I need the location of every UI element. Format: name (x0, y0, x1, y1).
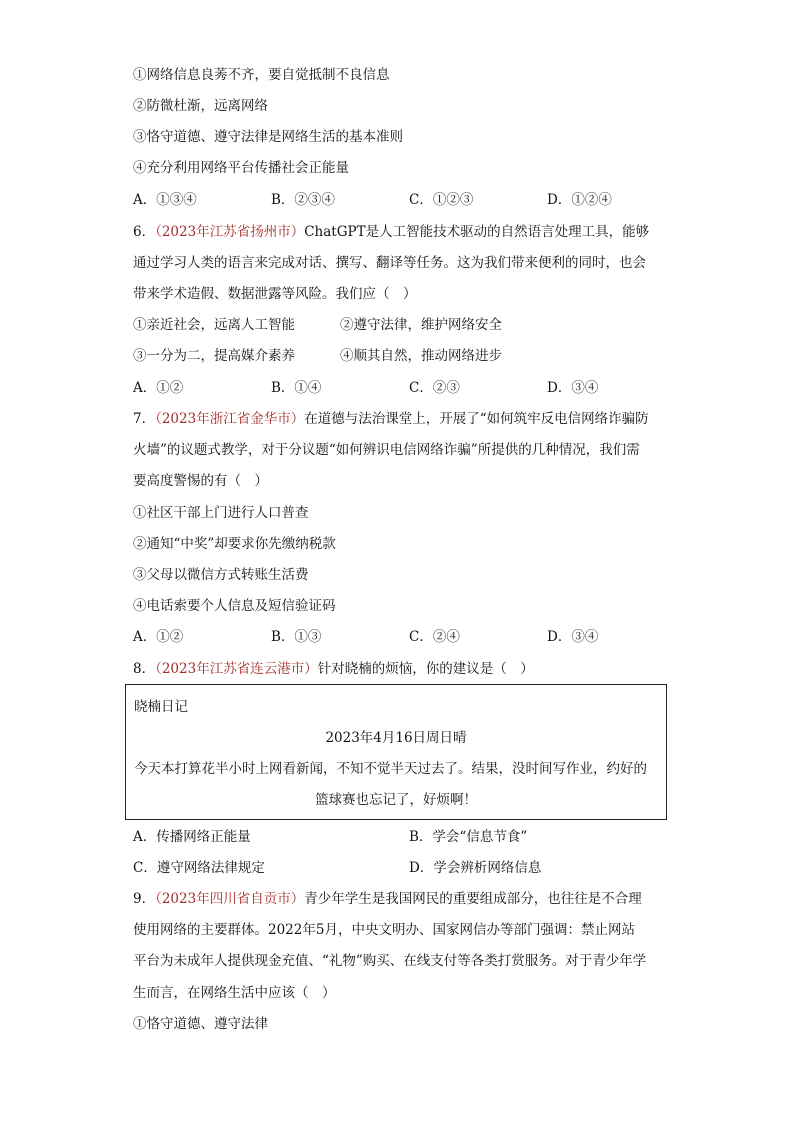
question-text: 在道德与法治课堂上，开展了“如何筑牢反电信网络诈骗防 (304, 411, 649, 427)
q6-option-b: B．①④ (271, 380, 322, 396)
question-source: （2023年江苏省扬州市） (155, 224, 305, 240)
diary-title: 晓楠日记 (134, 699, 188, 715)
question-text: 青少年学生是我国网民的重要组成部分，也往往是不合理 (304, 891, 642, 907)
q6-option-c: C．②③ (409, 380, 460, 396)
q7-stem-line-2: 火墙”的议题式教学，对于分议题“如何辨识电信网络诈骗”所提供的几种情况，我们需 (133, 442, 640, 458)
q7-item-4: ④电话索要个人信息及短信验证码 (133, 598, 336, 614)
q7-item-3: ③父母以微信方式转账生活费 (133, 567, 309, 583)
q5-option-c: C．①②③ (409, 192, 474, 208)
q7-option-d: D．③④ (547, 629, 599, 645)
question-number: 7． (133, 411, 156, 427)
question-text: ChatGPT是人工智能技术驱动的自然语言处理工具，能够 (304, 224, 650, 240)
diary-line-1: 今天本打算花半小时上网看新闻，不知不觉半天过去了。结果，没时间写作业，约好的 (134, 761, 647, 777)
q6-item-4: ④顺其自然，推动网络进步 (340, 348, 502, 364)
q9-stem-line-1 (133, 889, 642, 909)
q7-option-b: B．①③ (271, 629, 322, 645)
q8-option-a: A．传播网络正能量 (133, 829, 251, 845)
q9-stem-line-3: 平台为未成年人提供现金充值、“礼物”购买、在线支付等各类打赏服务。对于青少年学 (133, 953, 647, 969)
q6-item-3: ③一分为二，提高媒介素养 (133, 348, 295, 364)
q5-item-1: ①网络信息良莠不齐，要自觉抵制不良信息 (133, 67, 390, 83)
question-source: （2023年浙江省金华市） (155, 411, 305, 427)
question-source: （2023年四川省自贡市） (155, 891, 305, 907)
q8-option-c: C．遵守网络法律规定 (133, 860, 265, 876)
diary-date: 2023年4月16日周日晴 (325, 730, 467, 746)
q6-item-1: ①亲近社会，远离人工智能 (133, 317, 295, 333)
q7-stem-line-3: 要高度警惕的有（ ） (133, 473, 268, 489)
question-text: 针对晓楠的烦恼，你的建议是（ ） (317, 661, 534, 677)
question-number: 9． (133, 891, 156, 907)
question-number: 6． (133, 224, 156, 240)
q6-stem-line-3: 带来学术造假、数据泄露等风险。我们应（ ） (133, 286, 417, 302)
q8-stem (133, 659, 534, 679)
q5-item-4: ④充分利用网络平台传播社会正能量 (133, 160, 349, 176)
q5-option-a: A．①③④ (133, 192, 197, 208)
q9-stem-line-2: 使用网络的主要群体。2022年5月，中央文明办、国家网信办等部门强调：禁止网站 (133, 922, 635, 938)
q6-option-d: D．③④ (547, 380, 599, 396)
q5-option-d: D．①②④ (547, 192, 612, 208)
q9-stem-line-4: 生而言，在网络生活中应该（ ） (133, 985, 336, 1001)
q7-option-c: C．②④ (409, 629, 460, 645)
q6-stem-line-1 (133, 222, 649, 242)
q7-item-2: ②通知“中奖”却要求你先缴纳税款 (133, 536, 336, 552)
q5-option-b: B．②③④ (271, 192, 335, 208)
q6-option-a: A．①② (133, 380, 184, 396)
question-source: （2023年江苏省连云港市） (155, 661, 318, 677)
q5-item-2: ②防微杜渐，远离网络 (133, 98, 268, 114)
question-number: 8． (133, 661, 156, 677)
q8-option-b: B．学会“信息节食” (409, 829, 528, 845)
q6-stem-line-2: 通过学习人类的语言来完成对话、撰写、翻译等任务。这为我们带来便利的同时，也会 (133, 255, 646, 271)
q9-item-1: ①恪守道德、遵守法律 (133, 1016, 268, 1032)
diary-line-2: 篮球赛也忘记了，好烦啊！ (315, 792, 477, 808)
q8-option-d: D．学会辨析网络信息 (409, 860, 542, 876)
q7-stem-line-1 (133, 409, 649, 429)
q7-option-a: A．①② (133, 629, 184, 645)
q7-item-1: ①社区干部上门进行人口普查 (133, 505, 309, 521)
q5-item-3: ③恪守道德、遵守法律是网络生活的基本准则 (133, 129, 403, 145)
q6-item-2: ②遵守法律，维护网络安全 (340, 317, 502, 333)
diary-box (125, 684, 667, 820)
